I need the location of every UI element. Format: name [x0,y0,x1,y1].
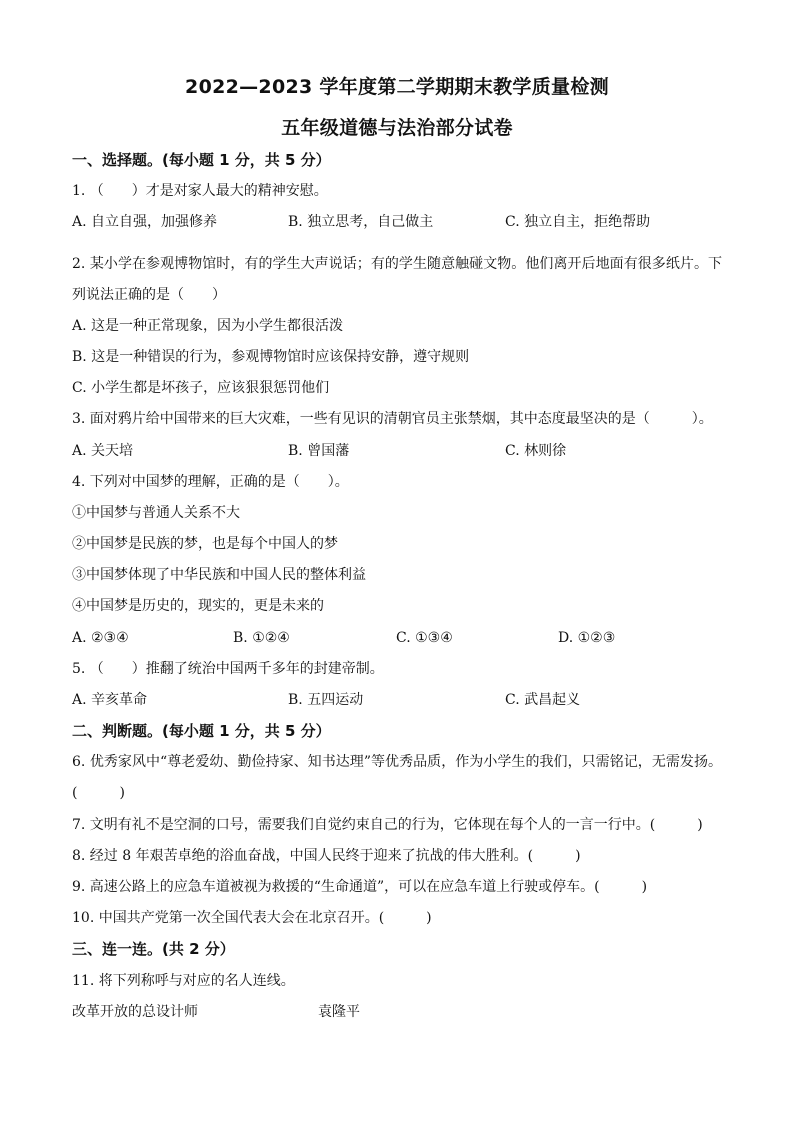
question-7: 7. 文明有礼不是空洞的口号，需要我们自觉约束自己的行为，它体现在每个人的一言一行中。( ) [72,817,703,833]
question-5-option-a: A. 辛亥革命 [72,692,148,708]
question-3-option-c: C. 林则徐 [505,443,567,459]
question-3-stem: 3. 面对鸦片给中国带来的巨大灾难，一些有见识的清朝官员主张禁烟，其中态度最坚决的是（ ）。 [72,411,713,427]
section-heading-choice: 一、选择题。(每小题 1 分，共 5 分） [72,151,331,169]
question-1-option-c: C. 独立自主，拒绝帮助 [505,214,651,230]
question-4-item-1: ①中国梦与普通人关系不大 [72,505,240,521]
question-4-item-4: ④中国梦是历史的，现实的，更是未来的 [72,598,324,614]
question-2-option-b: B. 这是一种错误的行为，参观博物馆时应该保持安静，遵守规则 [72,349,470,365]
exam-title: 2022—2023 学年度第二学期期末教学质量检测 [185,76,609,98]
question-11-stem: 11. 将下列称呼与对应的名人连线。 [72,973,295,989]
question-1-stem: 1. （ ）才是对家人最大的精神安慰。 [72,183,328,199]
question-4-option-d: D. ①②③ [558,630,616,646]
question-5-stem: 5. （ ）推翻了统治中国两千多年的封建帝制。 [72,661,384,677]
question-11-right-item: 袁隆平 [318,1004,360,1020]
question-1-option-b: B. 独立思考，自己做主 [288,214,434,230]
question-3-option-b: B. 曾国藩 [288,443,350,459]
section-heading-judgement: 二、判断题。(每小题 1 分，共 5 分） [72,722,331,740]
question-4-item-2: ②中国梦是民族的梦，也是每个中国人的梦 [72,536,338,552]
question-1-option-a: A. 自立自强，加强修养 [72,214,218,230]
question-2-option-c: C. 小学生都是坏孩子，应该狠狠惩罚他们 [72,380,330,396]
question-11-left-item: 改革开放的总设计师 [72,1004,198,1020]
question-3-option-a: A. 关天培 [72,443,134,459]
question-4-option-a: A. ②③④ [72,630,129,646]
question-10: 10. 中国共产党第一次全国代表大会在北京召开。( ) [72,910,432,926]
question-4-stem: 4. 下列对中国梦的理解，正确的是（ ）。 [72,474,349,490]
section-heading-matching: 三、连一连。(共 2 分） [72,940,235,958]
question-4-option-b: B. ①②④ [233,630,290,646]
exam-subtitle: 五年级道德与法治部分试卷 [281,117,513,139]
question-8: 8. 经过 8 年艰苦卓绝的浴血奋战，中国人民终于迎来了抗战的伟大胜利。( ) [72,848,581,864]
question-4-item-3: ③中国梦体现了中华民族和中国人民的整体利益 [72,567,366,583]
question-5-option-b: B. 五四运动 [288,692,364,708]
question-2-stem: 2. 某小学在参观博物馆时，有的学生大声说话；有的学生随意触碰文物。他们离开后地面有很多纸片。下列说法正确的是（ ） [72,256,722,303]
question-5-option-c: C. 武昌起义 [505,692,581,708]
question-6: 6. 优秀家风中“尊老爱幼、勤俭持家、知书达理”等优秀品质，作为小学生的我们，只需铭记，无需发扬。( ) [72,754,722,801]
question-4-option-c: C. ①③④ [396,630,453,646]
question-2-option-a: A. 这是一种正常现象，因为小学生都很活泼 [72,318,344,334]
question-9: 9. 高速公路上的应急车道被视为救援的“生命通道”，可以在应急车道上行驶或停车。( ) [72,879,648,895]
